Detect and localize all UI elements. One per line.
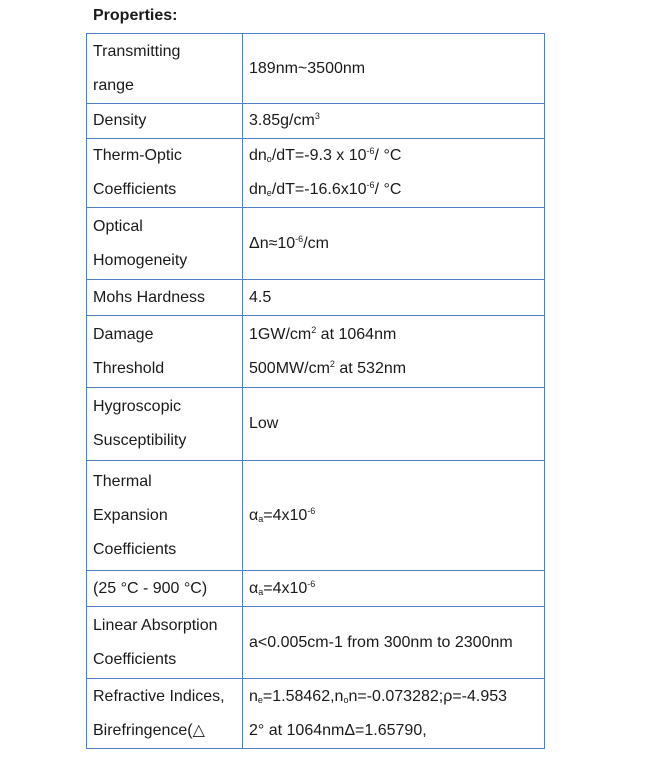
properties-table bbox=[86, 33, 545, 749]
property-value: $\Delta n\approx 10^{-6}/cm$ bbox=[243, 208, 545, 280]
table-row bbox=[87, 388, 545, 461]
property-value: $dn_o/dT=-9.3$ x $10^{-6}/$ °C $dn_e/dT=-16.6x10^{-6}/$ °C bbox=[243, 139, 545, 208]
property-value: $\alpha_a=4x10^{-6}$ bbox=[243, 571, 545, 607]
property-label: Linear Absorption Coefficients bbox=[87, 607, 243, 679]
table-row bbox=[87, 280, 545, 316]
table-row bbox=[87, 34, 545, 104]
property-value: 4.5 bbox=[243, 280, 545, 316]
table-row bbox=[87, 607, 545, 679]
property-value: a<0.005cm-1 from 300nm to 2300nm bbox=[243, 607, 545, 679]
table-row bbox=[87, 104, 545, 139]
property-value: $n_e=1.58462,n_on=-0.073282;\rho=-4.953$ 2° at 1064nmΔ=1.65790, bbox=[243, 679, 545, 749]
property-value: 189nm~3500nm bbox=[243, 34, 545, 104]
property-label: Thermal Expansion Coefficients bbox=[87, 461, 243, 571]
property-label: Damage Threshold bbox=[87, 316, 243, 388]
property-label: Therm-Optic Coefficients bbox=[87, 139, 243, 208]
property-value: $\alpha_a=4x10^{-6}$ bbox=[243, 461, 545, 571]
property-value: Low bbox=[243, 388, 545, 461]
property-value: $3.85g/cm^3$ bbox=[243, 104, 545, 139]
property-label: Mohs Hardness bbox=[87, 280, 243, 316]
property-value: $1GW/cm^2$ at 1064nm $500MW/cm^2$ at 532nm bbox=[243, 316, 545, 388]
table-row bbox=[87, 139, 545, 208]
table-row bbox=[87, 679, 545, 749]
property-label: (25 °C - 900 °C) bbox=[87, 571, 243, 607]
property-label: Transmitting range bbox=[87, 34, 243, 104]
property-label: Refractive Indices, Birefringence(△ bbox=[87, 679, 243, 749]
property-label: Optical Homogeneity bbox=[87, 208, 243, 280]
table-row bbox=[87, 461, 545, 571]
table-row bbox=[87, 316, 545, 388]
table-row bbox=[87, 208, 545, 280]
property-label: Density bbox=[87, 104, 243, 139]
property-label: Hygroscopic Susceptibility bbox=[87, 388, 243, 461]
page-heading: Properties: bbox=[93, 7, 178, 24]
table-row bbox=[87, 571, 545, 607]
